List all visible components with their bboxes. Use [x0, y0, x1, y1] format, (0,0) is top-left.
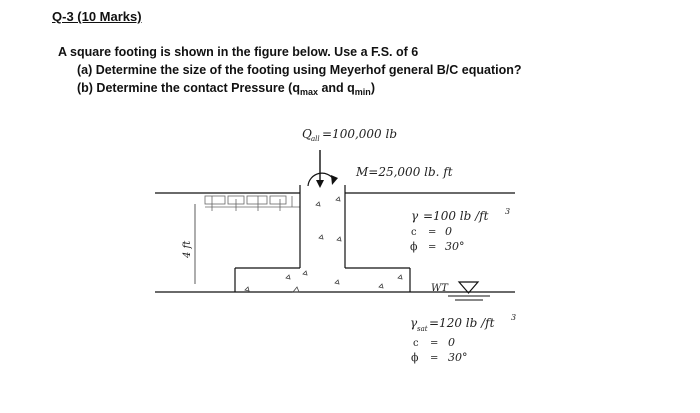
- moment-arrow-head: [331, 175, 338, 185]
- upper-gamma-exp: 3: [505, 207, 511, 216]
- part-b-mid: and q: [317, 81, 355, 95]
- question-title: Q-3 (10 Marks): [52, 9, 142, 24]
- water-table-symbol: [459, 282, 478, 293]
- ground-hatching: [205, 196, 300, 211]
- upper-c-value: 0: [445, 225, 452, 238]
- lower-phi-symbol: ϕ: [411, 351, 419, 364]
- lower-phi-value: 30°: [448, 351, 468, 364]
- load-arrow-head: [316, 180, 324, 188]
- moment-label: M=25,000 lb. ft: [356, 165, 453, 179]
- lower-phi-eq: =: [430, 353, 439, 364]
- upper-phi-symbol: ϕ: [410, 240, 418, 253]
- lower-gamma-symbol: γ: [410, 316, 418, 330]
- water-table-label: WT: [431, 283, 448, 294]
- upper-c-symbol: c: [411, 227, 417, 238]
- part-b-sub-max: max: [299, 87, 318, 97]
- upper-gamma-value: =100 lb /ft: [423, 209, 489, 223]
- load-value: =100,000 lb: [322, 127, 398, 141]
- part-b-sub-min: min: [354, 87, 371, 97]
- concrete-marks: [245, 197, 402, 292]
- lower-c-symbol: c: [413, 338, 419, 349]
- load-q-sub: all: [311, 135, 320, 143]
- part-b-prefix: (b) Determine the contact Pressure (q: [77, 81, 300, 95]
- depth-label: 4 ft: [182, 240, 193, 258]
- lower-gamma-exp: 3: [511, 313, 517, 322]
- lower-gamma-value: =120 lb /ft: [429, 316, 495, 330]
- upper-phi-eq: =: [428, 242, 437, 253]
- upper-phi-value: 30°: [445, 240, 465, 253]
- part-a-text: (a) Determine the size of the footing using Meyerhof general B/C equation?: [77, 63, 522, 77]
- question-intro: A square footing is shown in the figure below. Use a F.S. of 6: [58, 45, 419, 59]
- upper-c-eq: =: [428, 227, 437, 238]
- lower-gamma-sub: sat: [417, 325, 428, 333]
- load-q-symbol: Q: [302, 127, 312, 141]
- upper-gamma-symbol: γ: [411, 209, 419, 223]
- lower-c-eq: =: [430, 338, 439, 349]
- part-b-suffix: ): [370, 81, 375, 95]
- lower-c-value: 0: [448, 336, 455, 349]
